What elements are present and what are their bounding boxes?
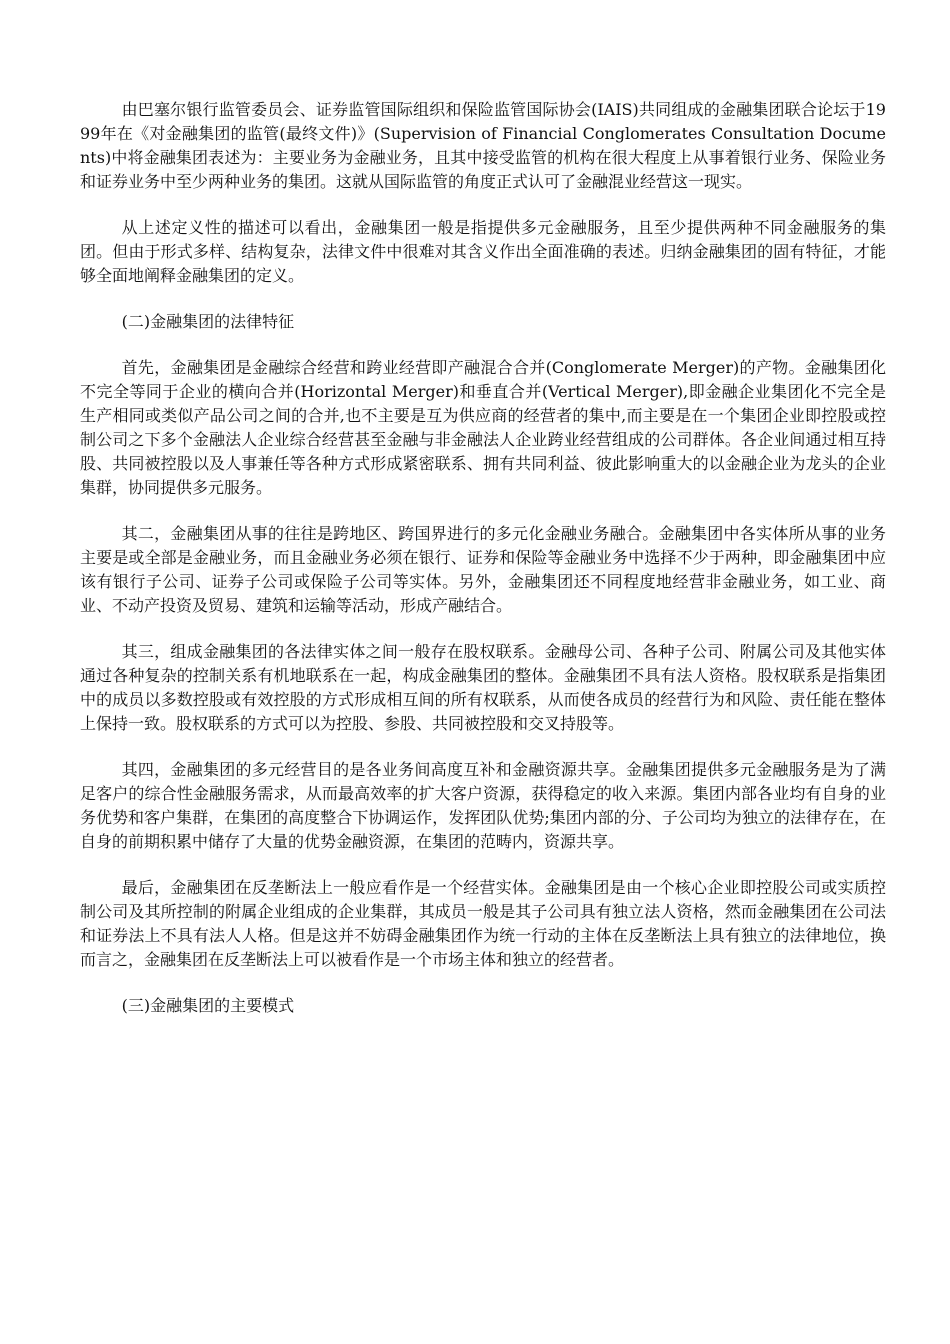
document-page (80, 98, 886, 1040)
paragraph-iais-definition: 由巴塞尔银行监管委员会、证券监管国际组织和保险监管国际协会(IAIS)共同组成的金融集团联合论坛于1999年在《对金融集团的监管(最终文件)》(Supervision of Financial Conglomerates Consultation Documents)中将金融集团表述为：主要业务为金融业务，且其中接受监管的机构在很大程度上从事着银行业务、保险业务和证券业务中至少两种业务的集团。这就从国际监管的角度正式认可了金融混业经营这一现实。 (80, 100, 886, 191)
section-heading-legal-features: (二)金融集团的法律特征 (121, 312, 295, 331)
paragraph-feature-second: 其二，金融集团从事的往往是跨地区、跨国界进行的多元化金融业务融合。金融集团中各实体所从事的业务主要是或全部是金融业务，而且金融业务必须在银行、证券和保险等金融业务中选择不少于两种，即金融集团中应该有银行子公司、证券子公司或保险子公司等实体。另外，金融集团还不同程度地经营非金融业务，如工业、商业、不动产投资及贸易、建筑和运输等活动，形成产融结合。 (80, 524, 886, 615)
paragraph-feature-fourth: 其四，金融集团的多元经营目的是各业务间高度互补和金融资源共享。金融集团提供多元金融服务是为了满足客户的综合性金融服务需求，从而最高效率的扩大客户资源，获得稳定的收入来源。集团内部各业均有自身的业务优势和客户集群，在集团的高度整合下协调运作，发挥团队优势;集团内部的分、子公司均为独立的法律存在，在自身的前期积累中储存了大量的优势金融资源，在集团的范畴内，资源共享。 (80, 760, 886, 851)
paragraph-definition-summary: 从上述定义性的描述可以看出，金融集团一般是指提供多元金融服务，且至少提供两种不同金融服务的集团。但由于形式多样、结构复杂，法律文件中很难对其含义作出全面准确的表述。归纳金融集团的固有特征，才能够全面地阐释金融集团的定义。 (80, 218, 886, 285)
paragraph-feature-third: 其三，组成金融集团的各法律实体之间一般存在股权联系。金融母公司、各种子公司、附属公司及其他实体通过各种复杂的控制关系有机地联系在一起，构成金融集团的整体。金融集团不具有法人资格。股权联系是指集团中的成员以多数控股或有效控股的方式形成相互间的所有权联系，从而使各成员的经营行为和风险、责任能在整体上保持一致。股权联系的方式可以为控股、参股、共同被控股和交叉持股等。 (80, 642, 886, 733)
section-heading-main-models: (三)金融集团的主要模式 (121, 996, 295, 1015)
paragraph-feature-first: 首先，金融集团是金融综合经营和跨业经营即产融混合合并(Conglomerate Merger)的产物。金融集团化不完全等同于企业的横向合并(Horizontal Merger)和垂直合并(Vertical Merger),即金融企业集团化不完全是生产相同或类似产品公司之间的合并,也不主要是互为供应商的经营者的集中,而主要是在一个集团企业即控股或控制公司之下多个金融法人企业综合经营甚至金融与非金融法人企业跨业经营组成的公司群体。各企业间通过相互持股、共同被控股以及人事兼任等各种方式形成紧密联系、拥有共同利益、彼此影响重大的以金融企业为龙头的企业集群，协同提供多元服务。 (80, 358, 886, 497)
paragraph-feature-last: 最后，金融集团在反垄断法上一般应看作是一个经营实体。金融集团是由一个核心企业即控股公司或实质控制公司及其所控制的附属企业组成的企业集群，其成员一般是其子公司具有独立法人资格，然而金融集团在公司法和证券法上不具有法人人格。但是这并不妨碍金融集团作为统一行动的主体在反垄断法上具有独立的法律地位，换而言之，金融集团在反垄断法上可以被看作是一个市场主体和独立的经营者。 (80, 878, 886, 969)
